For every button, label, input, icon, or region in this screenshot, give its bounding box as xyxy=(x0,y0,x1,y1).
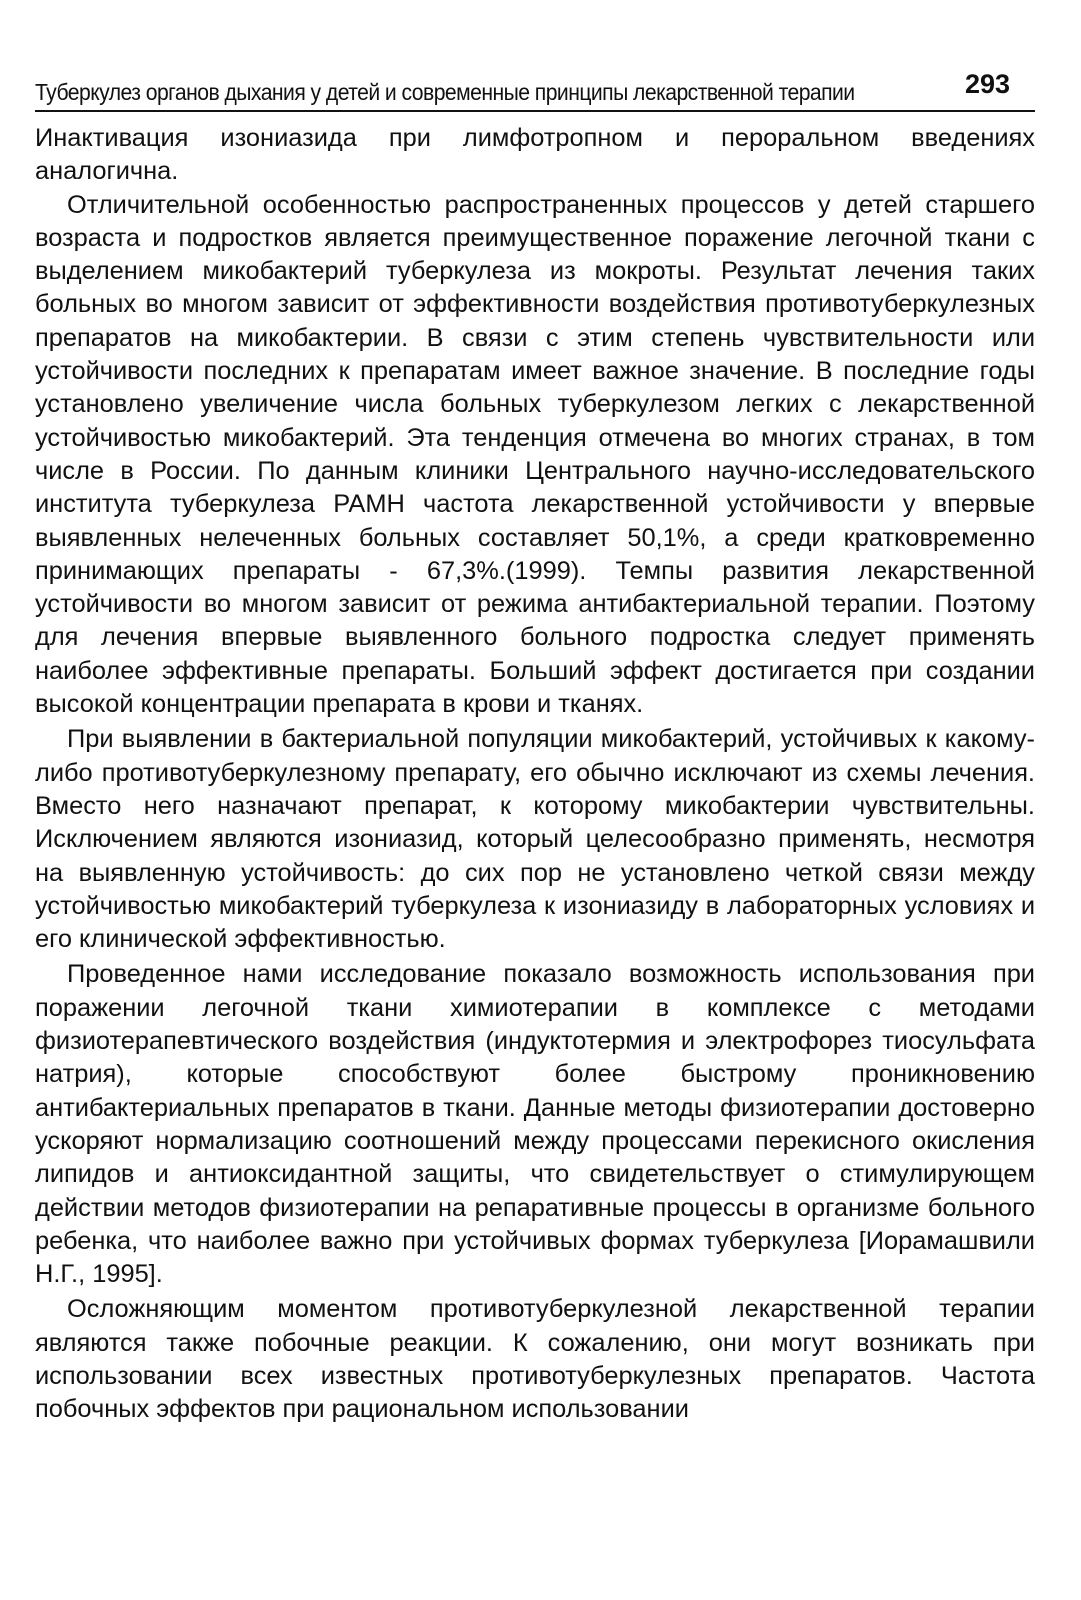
book-page xyxy=(35,60,1035,1427)
running-title: Туберкулез органов дыхания у детей и современные принципы лекарственной терапии xyxy=(35,79,855,105)
running-header xyxy=(35,60,1035,112)
paragraph-1: Инактивация изониазида при лимфотропном и пероральном введениях аналогична. xyxy=(35,124,1035,186)
page-number: 293 xyxy=(964,69,1010,99)
body-text xyxy=(35,122,1035,1427)
paragraph-2: Отличительной особенностью распространенных процессов у детей старшего возраста и подростков является преимущественное поражение легочной ткани с выделением микобактерий туберкулеза из мокроты. Результат лечения таких больных во многом зависит от эффективности воздействия противотуберкулезных препаратов на микобактерии. В связи с этим степень чувствительности или устойчивости последних к препаратам имеет важное значение. В последние годы установлено увеличение числа больных туберкулезом легких с лекарственной устойчивостью микобактерий. Эта тенденция отмечена во многих странах, в том числе в России. По данным клиники Центрального научно-исследовательского института туберкулеза РАМН частота лекарственной устойчивости у впервые выявленных нелеченных больных составляет 50,1%, а среди кратковременно принимающих препараты - 67,3%.(1999). Темпы развития лекарственной устойчивости во многом зависит от режима антибактериальной терапии. Поэтому для лечения впервые выявленного больного подростка следует применять наиболее эффективные препараты. Больший эффект достигается при создании высокой концентрации препарата в крови и тканях. xyxy=(35,190,1035,719)
paragraph-4: Проведенное нами исследование показало возможность использования при поражении легочной ткани химиотерапии в комплексе с методами физиотерапевтического воздействия (индуктотермия и электрофорез тиосульфата натрия), которые способствуют более быстрому проникновению антибактериальных препаратов в ткани. Данные методы физиотерапии достоверно ускоряют нормализацию соотношений между процессами перекисного окисления липидов и антиоксидантной защиты, что свидетельствует о стимулирующем действии методов физиотерапии на репаративные процессы в организме больного ребенка, что наиболее важно при устойчивых формах туберкулеза [Иорамашвили Н.Г., 1995]. xyxy=(35,960,1035,1289)
paragraph-5: Осложняющим моментом противотуберкулезной лекарственной терапии являются также побочные реакции. К сожалению, они могут возникать при использовании всех известных противотуберкулезных препаратов. Частота побочных эффектов при рациональном использовании xyxy=(35,1295,1035,1424)
paragraph-3: При выявлении в бактериальной популяции микобактерий, устойчивых к какому-либо противотуберкулезному препарату, его обычно исключают из схемы лечения. Вместо него назначают препарат, к которому микобактерии чувствительны. Исключением являются изониазид, который целесообразно применять, несмотря на выявленную устойчивость: до сих пор не установлено четкой связи между устойчивостью микобактерий туберкулеза к изониазиду в лабораторных условиях и его клинической эффективностью. xyxy=(35,725,1035,954)
